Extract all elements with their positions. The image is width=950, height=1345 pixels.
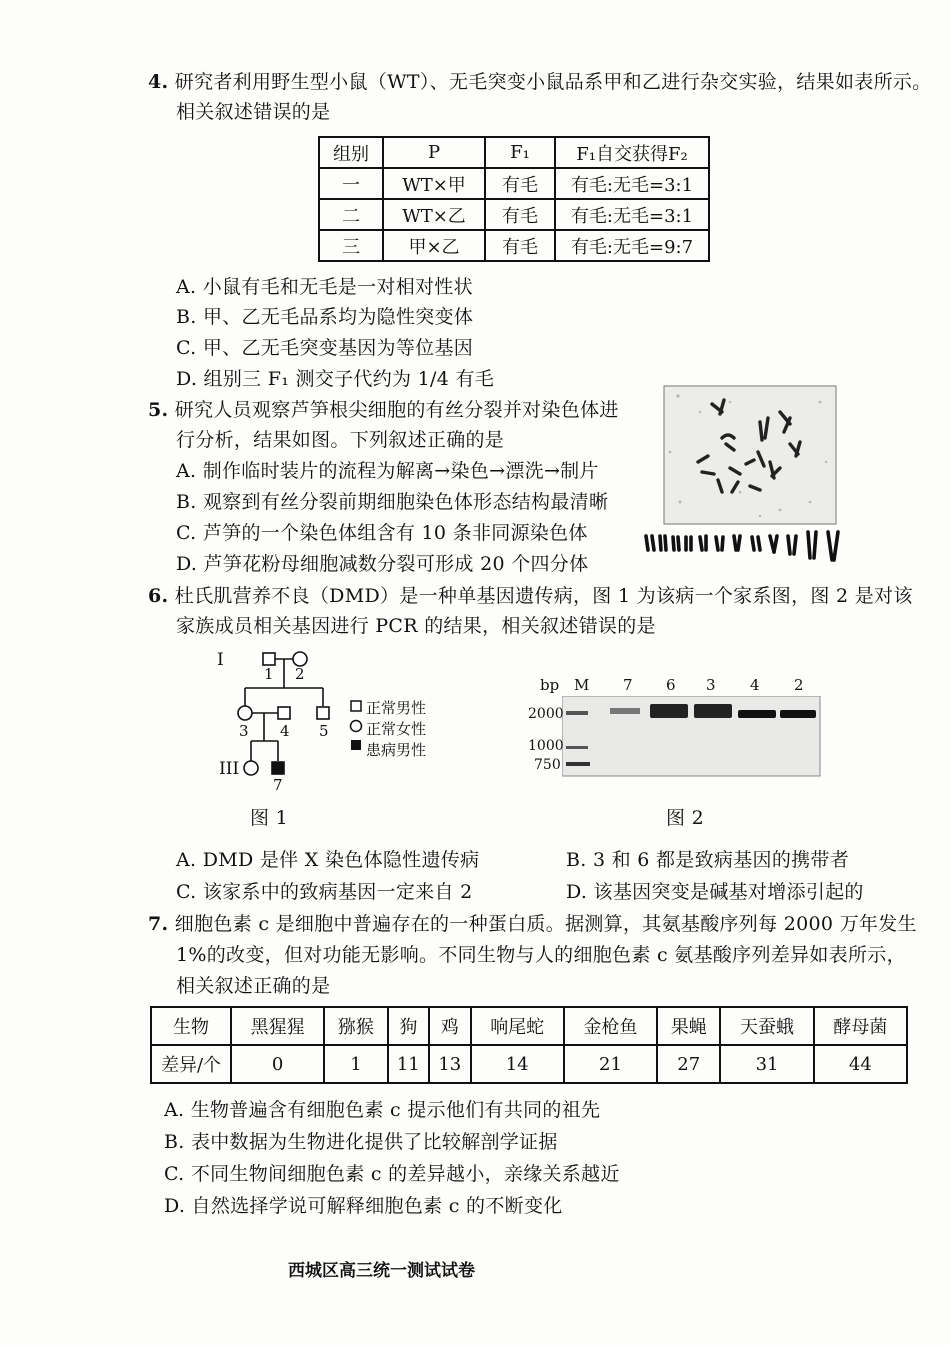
individual-label: 1: [264, 665, 274, 683]
table-cell: 天蚕蛾: [720, 1007, 813, 1045]
gel-image: [562, 696, 822, 778]
q5-stem-line2: 行分析，结果如图。下列叙述正确的是: [176, 429, 505, 451]
lane-label: M: [574, 676, 590, 694]
q7-option-d: D. 自然选择学说可解释细胞色素 c 的不断变化: [164, 1195, 563, 1217]
gel-bp-label: bp: [540, 676, 560, 694]
table-cell: 44: [814, 1045, 907, 1083]
table-cell: WT×甲: [383, 168, 485, 199]
table-cell: WT×乙: [383, 199, 485, 230]
q4-table-header: [319, 137, 709, 168]
q4-table: [318, 136, 710, 262]
legend-normal-female-icon: [351, 721, 362, 732]
table-cell: 狗: [388, 1007, 429, 1045]
q5-option-d: D. 芦笋花粉母细胞减数分裂可形成 20 个四分体: [176, 553, 589, 575]
q5-option-c: C. 芦笋的一个染色体组含有 10 条非同源染色体: [176, 522, 588, 544]
q6-option-d: D. 该基因突变是碱基对增添引起的: [566, 881, 864, 903]
q7-option-b: B. 表中数据为生物进化提供了比较解剖学证据: [164, 1131, 558, 1153]
table-row: [151, 1045, 907, 1083]
table-cell: 0: [231, 1045, 324, 1083]
gel-band: [738, 710, 776, 718]
gel-band: [566, 711, 588, 715]
gel-band: [650, 704, 688, 718]
table-cell: 二: [319, 199, 383, 230]
q7-stem-line3: 相关叙述正确的是: [176, 975, 331, 997]
table-cell: 三: [319, 230, 383, 261]
table-cell: 一: [319, 168, 383, 199]
pedigree-legend: [351, 701, 362, 750]
table-row: [151, 1007, 907, 1045]
q4-stem-line1: [148, 70, 932, 94]
q6-number: 6.: [148, 585, 169, 607]
legend-normal-male-icon: [351, 701, 361, 711]
legend-label: 患病男性: [366, 741, 427, 759]
q7-stem-line2: 1%的改变，但对功能无影响。不同生物与人的细胞色素 c 氨基酸序列差异如表所示，: [176, 944, 906, 966]
gel-figure: [528, 672, 828, 782]
pedigree-figure: [205, 646, 455, 806]
gel-band: [780, 710, 816, 718]
legend-label: 正常女性: [366, 720, 427, 738]
q7-stem-line1: [148, 912, 917, 936]
q6-stem-line2: 家族成员相关基因进行 PCR 的结果，相关叙述错误的是: [176, 615, 656, 637]
q4-header-cell: 组别: [319, 137, 383, 168]
table-cell: 21: [564, 1045, 657, 1083]
q7-table: [150, 1006, 908, 1084]
q4-option-c: C. 甲、乙无毛突变基因为等位基因: [176, 337, 474, 359]
page-footer: 西城区高三统一测试试卷: [288, 1261, 475, 1281]
table-row: [319, 199, 709, 230]
q4-number: 4.: [148, 71, 169, 93]
table-cell: 响尾蛇: [471, 1007, 564, 1045]
marker-size-label: 2000: [528, 706, 564, 722]
marker-size-label: 1000: [528, 738, 564, 754]
q6-stem-text1: 杜氏肌营养不良（DMD）是一种单基因遗传病，图 1 为该病一个家系图，图 2 是对该: [174, 585, 913, 607]
table-cell: 生物: [151, 1007, 231, 1045]
individual-label: 3: [239, 722, 249, 740]
q4-header-cell: F₁: [485, 137, 555, 168]
table-cell: 13: [429, 1045, 470, 1083]
table-cell: 31: [720, 1045, 813, 1083]
gel-band: [694, 704, 732, 718]
individual-label: 4: [280, 722, 290, 740]
lane-label: 3: [706, 676, 716, 694]
q7-option-c: C. 不同生物间细胞色素 c 的差异越小，亲缘关系越近: [164, 1163, 620, 1185]
lane-label: 6: [666, 676, 676, 694]
q5-number: 5.: [148, 399, 169, 421]
table-cell: 猕猴: [324, 1007, 387, 1045]
lane-label: 2: [794, 676, 804, 694]
table-cell: 鸡: [429, 1007, 470, 1045]
q4-header-cell: F₁自交获得F₂: [555, 137, 709, 168]
table-cell: 有毛:无毛=3:1: [555, 199, 709, 230]
generation-label-1: I: [217, 650, 224, 670]
table-cell: 1: [324, 1045, 387, 1083]
q4-stem-line2: 相关叙述错误的是: [176, 101, 331, 123]
table-cell: 有毛: [485, 168, 555, 199]
q4-option-a: A. 小鼠有毛和无毛是一对相对性状: [176, 276, 473, 298]
table-cell: 差异/个: [151, 1045, 231, 1083]
q6-option-b: B. 3 和 6 都是致病基因的携带者: [566, 849, 850, 871]
gel-band: [610, 708, 640, 714]
q5-option-a: A. 制作临时装片的流程为解离→染色→漂洗→制片: [176, 460, 599, 482]
table-cell: 酵母菌: [814, 1007, 907, 1045]
q5-option-b: B. 观察到有丝分裂前期细胞染色体形态结构最清晰: [176, 491, 609, 513]
marker-size-label: 750: [534, 757, 561, 773]
legend-affected-male-icon: [351, 740, 361, 750]
q6-stem-line1: [148, 584, 913, 608]
table-cell: 甲×乙: [383, 230, 485, 261]
q7-number: 7.: [148, 913, 169, 935]
figure-2-caption: 图 2: [666, 807, 705, 829]
q4-option-b: B. 甲、乙无毛品系均为隐性突变体: [176, 306, 474, 328]
chromosome-micrograph: [640, 382, 872, 570]
lane-label: 4: [750, 676, 760, 694]
lane-label: 7: [623, 676, 633, 694]
legend-label: 正常男性: [366, 699, 427, 717]
table-cell: 27: [657, 1045, 720, 1083]
gel-band: [566, 746, 588, 749]
q5-stem-line1: [148, 398, 619, 422]
table-cell: 有毛: [485, 199, 555, 230]
individual-label: 2: [295, 665, 305, 683]
table-cell: 有毛: [485, 230, 555, 261]
generation-label-3: III: [219, 759, 240, 779]
table-cell: 金枪鱼: [564, 1007, 657, 1045]
table-cell: 有毛:无毛=3:1: [555, 168, 709, 199]
q4-option-d: D. 组别三 F₁ 测交子代约为 1/4 有毛: [176, 368, 495, 390]
individual-label: 7: [273, 776, 283, 794]
table-row: [319, 230, 709, 261]
q7-stem-text1: 细胞色素 c 是细胞中普遍存在的一种蛋白质。据测算，其氨基酸序列每 2000 万年发生: [174, 913, 917, 935]
individual-label: 5: [319, 722, 329, 740]
table-cell: 11: [388, 1045, 429, 1083]
table-cell: 黑猩猩: [231, 1007, 324, 1045]
table-cell: 果蝇: [657, 1007, 720, 1045]
q6-option-a: A. DMD 是伴 X 染色体隐性遗传病: [176, 849, 480, 871]
q4-header-cell: P: [383, 137, 485, 168]
table-cell: 14: [471, 1045, 564, 1083]
q6-option-c: C. 该家系中的致病基因一定来自 2: [176, 881, 473, 903]
table-row: [319, 168, 709, 199]
q4-stem-text1: 研究者利用野生型小鼠（WT）、无毛突变小鼠品系甲和乙进行杂交实验，结果如表所示。: [174, 71, 932, 93]
table-cell: 有毛:无毛=9:7: [555, 230, 709, 261]
q5-stem-text1: 研究人员观察芦笋根尖细胞的有丝分裂并对染色体进: [174, 399, 619, 421]
figure-1-caption: 图 1: [250, 807, 289, 829]
q7-option-a: A. 生物普遍含有细胞色素 c 提示他们有共同的祖先: [164, 1099, 601, 1121]
gel-band: [566, 762, 590, 766]
